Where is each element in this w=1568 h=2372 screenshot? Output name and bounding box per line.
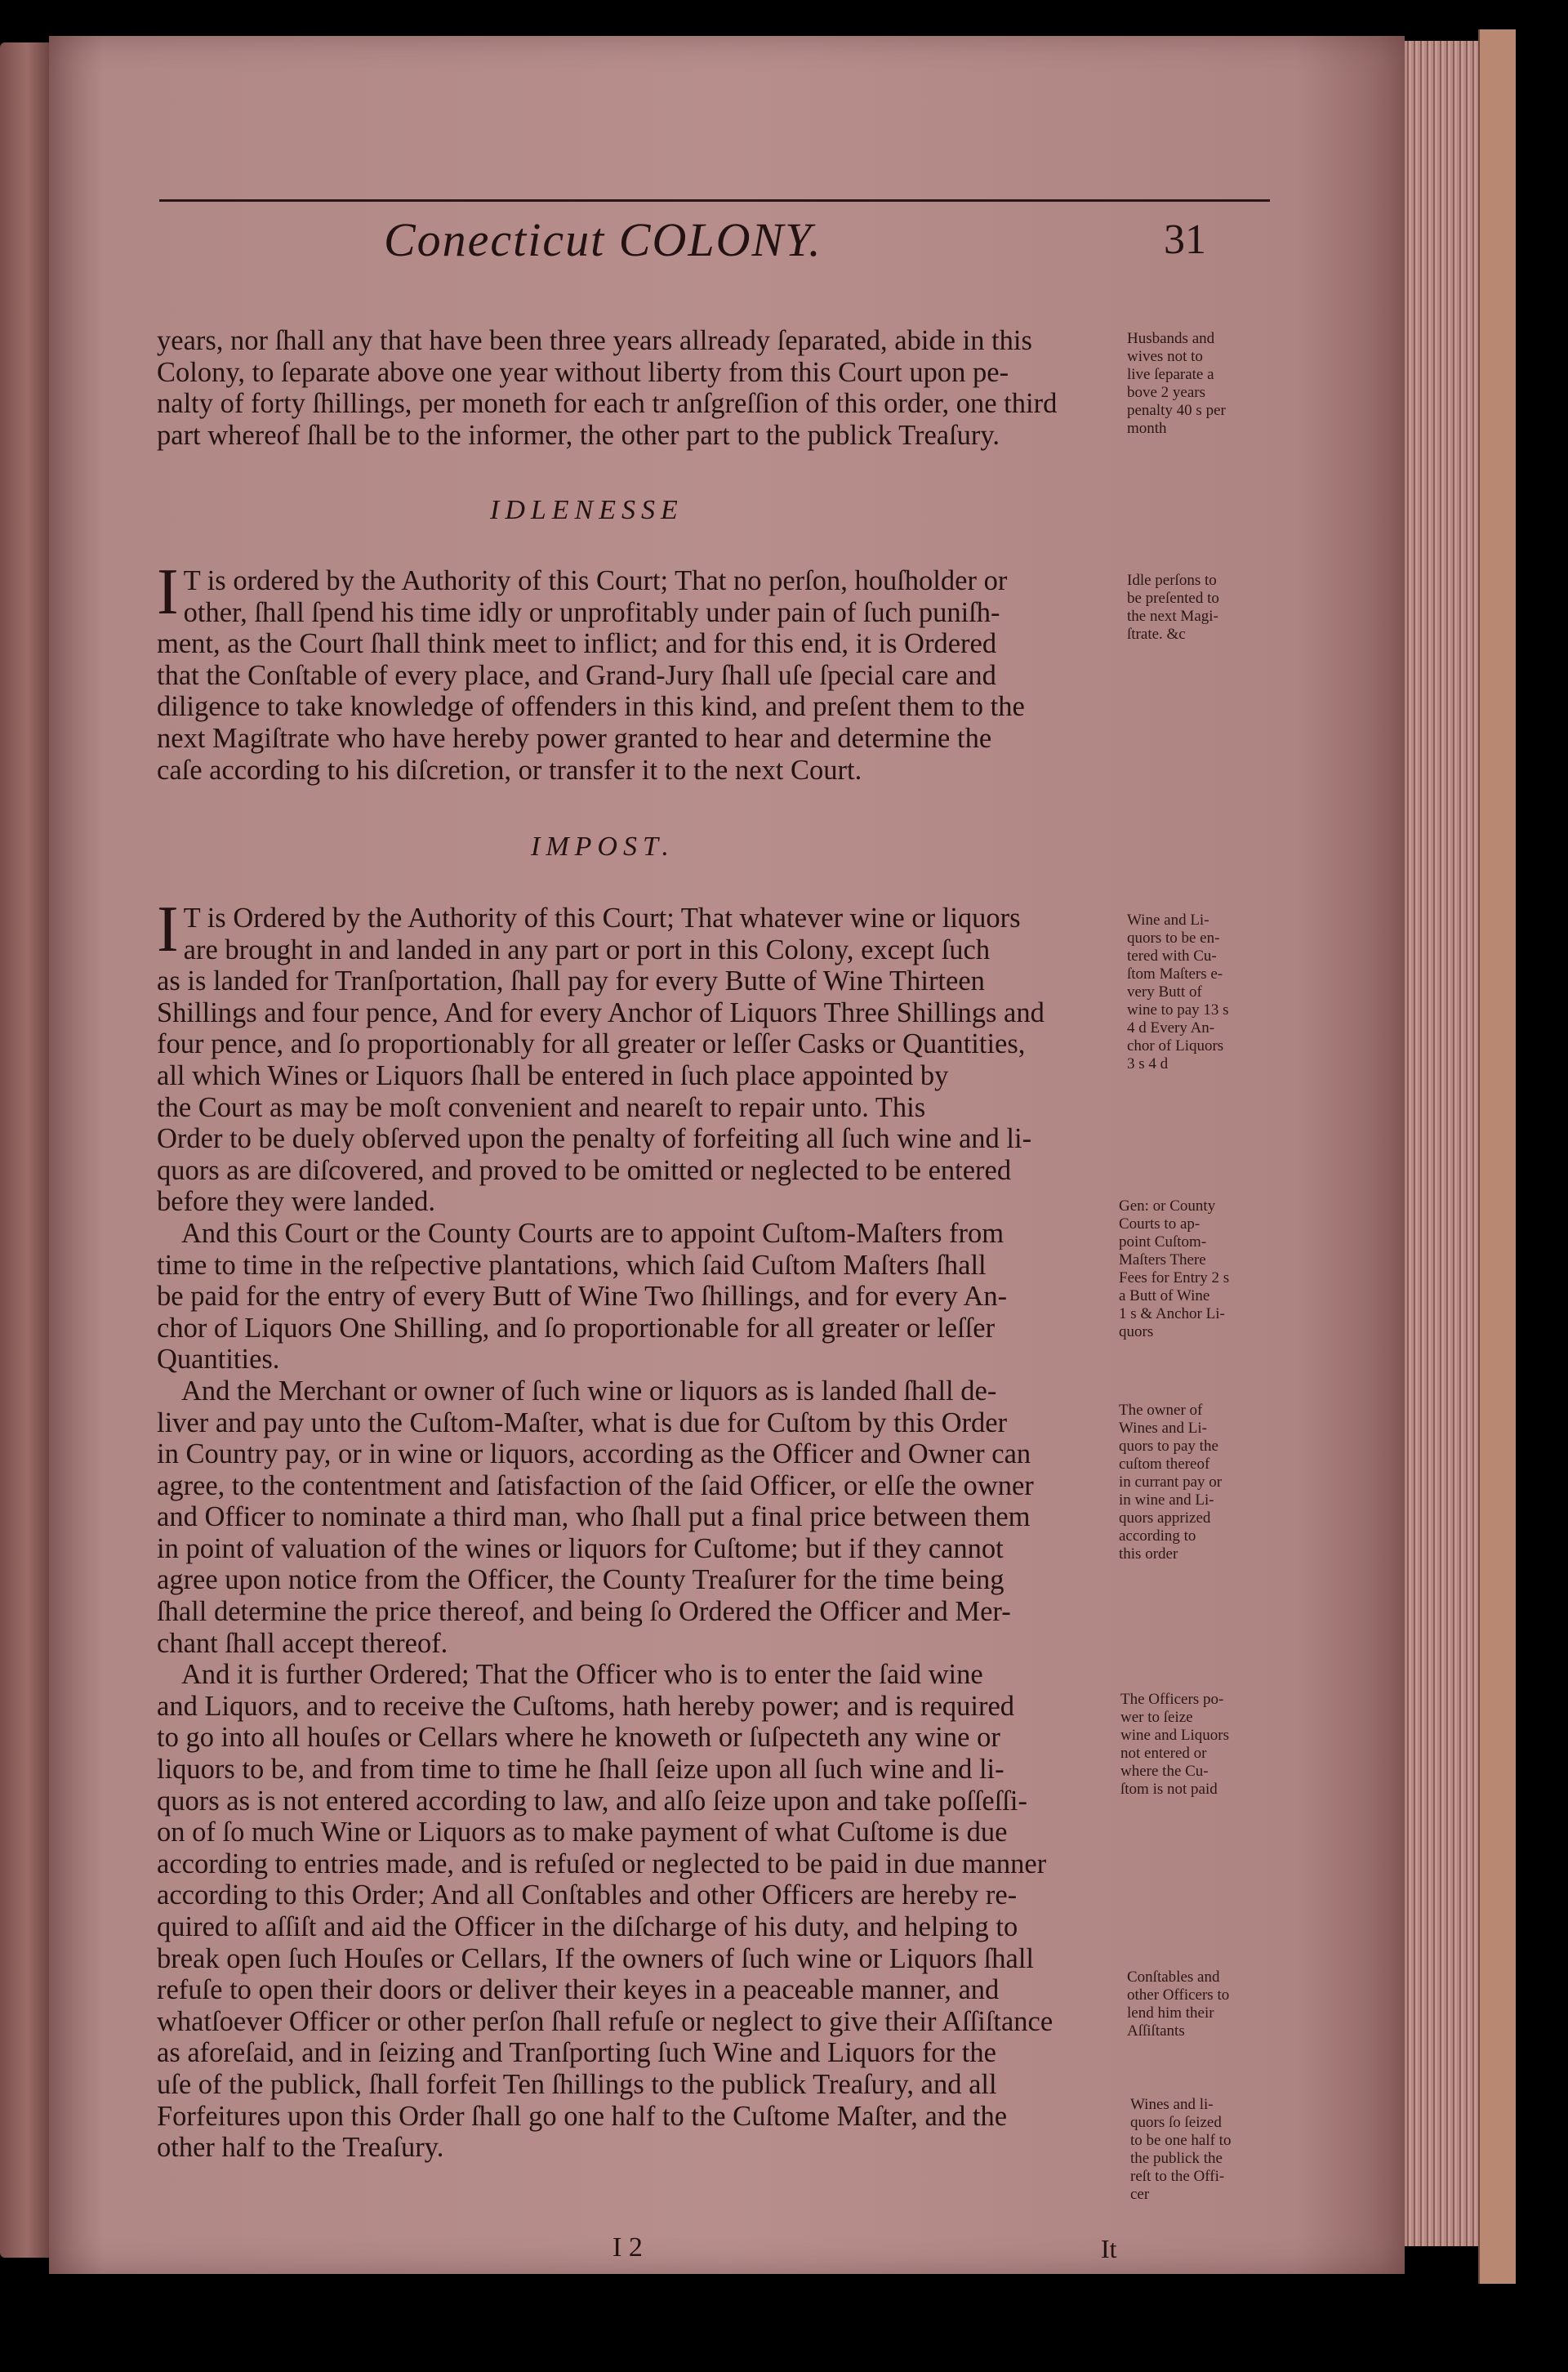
margin-note-officers (1120, 1691, 1229, 1799)
margin-note-idle (1127, 572, 1219, 644)
margin-line: very Butt of (1127, 983, 1202, 1001)
margin-line: to be one half to (1130, 2132, 1232, 2149)
margin-line: ſtrate. &c (1127, 626, 1186, 643)
margin-line: quors apprized (1119, 1509, 1211, 1527)
margin-line: not entered or (1120, 1745, 1207, 1762)
margin-line: chor of Liquors (1127, 1037, 1224, 1054)
margin-line: 3 s 4 d (1127, 1055, 1169, 1072)
paragraph-idleness (157, 556, 1025, 786)
margin-line: bove 2 years (1127, 384, 1206, 401)
text-line: Forfeitures upon this Order ſhall go one half to the Cuſtome Maſter, and the (157, 2100, 1008, 2132)
margin-line: penalty 40 s per (1127, 402, 1226, 419)
margin-note-wine (1127, 912, 1229, 1073)
text-line: Quantities. (157, 1344, 280, 1375)
book-cover (1478, 29, 1516, 2284)
text-line: that the Conſtable of every place, and Grand-Jury ſhall uſe ſpecial care and (157, 659, 996, 691)
margin-line: this order (1119, 1545, 1178, 1563)
text-line: other, ſhall ſpend his time idly or unprofitably under pain of ſuch puniſh- (183, 596, 1000, 628)
margin-line: point Cuſtom- (1119, 1233, 1207, 1251)
margin-line: The Officers po- (1120, 1691, 1224, 1708)
text-line: agree upon notice from the Officer, the County Treaſurer for the time being (157, 1564, 1004, 1596)
margin-line: tered with Cu- (1127, 947, 1217, 965)
margin-line: other Officers to (1127, 1986, 1230, 2004)
text-line: chor of Liquors One Shilling, and ſo proportionable for all greater or leſſer (157, 1312, 996, 1344)
text-line: all which Wines or Liquors ſhall be entered in ſuch place appointed by (157, 1059, 949, 1091)
text-line: ſhall determine the price thereof, and being ſo Ordered the Officer and Mer- (157, 1596, 1011, 1628)
text-line: T is ordered by the Authority of this Court; That no perſon, houſholder or (183, 565, 1008, 596)
margin-line: Maſters There (1119, 1251, 1206, 1268)
text-line: part whereof ſhall be to the informer, the other part to the publick Treaſury. (157, 419, 1000, 451)
margin-line: cer (1130, 2186, 1150, 2203)
margin-line: 4 d Every An- (1127, 1019, 1215, 1037)
text-line: according to this Order; And all Conſtables and other Officers are hereby re- (157, 1879, 1018, 1911)
drop-cap: I (157, 894, 179, 965)
text-line: quired to aſſiſt and aid the Officer in the diſcharge of his duty, and helping to (157, 1911, 1018, 1942)
margin-line: Husbands and (1127, 330, 1215, 347)
text-line: in point of valuation of the wines or liquors for Cuſtome; but if they cannot (157, 1532, 1004, 1564)
margin-line: according to (1119, 1527, 1196, 1545)
heading-idleness: IDLENESSE (490, 495, 684, 525)
catchword: It (1101, 2234, 1117, 2263)
text-line: in Country pay, or in wine or liquors, according as the Officer and Owner can (157, 1438, 1031, 1470)
text-line: other half to the Treaſury. (157, 2132, 444, 2164)
margin-line: Aſſiſtants (1127, 2022, 1185, 2040)
facing-page-edge (0, 42, 49, 2258)
text-line: to go into all houſes or Cellars where he knoweth or ſuſpecteth any wine or (157, 1722, 1000, 1754)
margin-line: quors ſo ſeized (1130, 2114, 1222, 2131)
margin-line: quors to pay the (1119, 1438, 1218, 1455)
text-line: refuſe to open their doors or deliver their keyes in a peaceable manner, and (157, 1974, 1000, 2006)
margin-line: wer to ſeize (1120, 1709, 1193, 1726)
text-line: caſe according to his diſcretion, or transfer it to the next Court. (157, 754, 862, 786)
margin-line: wives not to (1127, 348, 1203, 365)
margin-note-gen-court (1119, 1197, 1229, 1341)
text-line: the Court as may be moſt convenient and neareſt to repair unto. This (157, 1091, 926, 1123)
margin-line: where the Cu- (1120, 1763, 1209, 1780)
text-line: uſe of the publick, ſhall forfeit Ten ſhillings to the publick Treaſury, and all (157, 2068, 997, 2100)
text-line: four pence, and ſo proportionably for all greater or leſſer Casks or Quantities, (157, 1028, 1026, 1060)
margin-line: Wine and Li- (1127, 912, 1209, 929)
margin-note-wines-seized (1130, 2096, 1231, 2204)
margin-line: in wine and Li- (1119, 1491, 1214, 1509)
text-line: nalty of forty ſhillings, per moneth for each tr anſgreſſion of this order, one third (157, 388, 1058, 420)
margin-line: Wines and Li- (1119, 1420, 1207, 1437)
heading-impost: IMPOST. (531, 832, 675, 862)
text-line: Colony, to ſeparate above one year without liberty from this Court upon pe- (157, 356, 1009, 388)
text-line: before they were landed. (157, 1186, 435, 1218)
text-line: on of ſo much Wine or Liquors as to make payment of what Cuſtome is due (157, 1817, 1008, 1848)
margin-line: Idle perſons to (1127, 572, 1217, 589)
margin-line: Courts to ap- (1119, 1215, 1200, 1233)
margin-line: wine and Liquors (1120, 1727, 1229, 1744)
margin-line: month (1127, 420, 1167, 437)
text-line: And it is further Ordered; That the Officer who is to enter the ſaid wine (181, 1659, 983, 1691)
text-line: liquors to be, and from time to time he ſhall ſeize upon all ſuch wine and li- (157, 1754, 1004, 1786)
text-line: as is landed for Tranſportation, ſhall pay for every Butte of Wine Thirteen (157, 965, 985, 997)
text-line: liver and pay unto the Cuſtom-Maſter, what is due for Cuſtom by this Order (157, 1407, 1008, 1438)
text-line: ment, as the Court ſhall think meet to inflict; and for this end, it is Ordered (157, 628, 997, 660)
text-line: years, nor ſhall any that have been three years allready ſeparated, abide in this (157, 325, 1032, 356)
text-line: time to time in the reſpective plantations, which ſaid Cuſtom Maſters ſhall (157, 1249, 987, 1281)
text-line: chant ſhall accept thereof. (157, 1627, 448, 1659)
head-rule (159, 199, 1270, 202)
paragraph-impost (157, 894, 1054, 2164)
margin-line: wine to pay 13 s (1127, 1001, 1229, 1019)
text-line: next Magiſtrate who have hereby power granted to hear and determine the (157, 722, 992, 754)
running-head (0, 212, 1568, 270)
margin-line: Wines and li- (1130, 2096, 1214, 2113)
text-line: and Officer to nominate a third man, who ſhall put a final price between them (157, 1501, 1031, 1533)
margin-line: a Butt of Wine (1119, 1287, 1210, 1304)
margin-line: be preſented to (1127, 590, 1219, 607)
text-line: be paid for the entry of every Butt of Wine Two ſhillings, and for every An- (157, 1281, 1008, 1313)
margin-line: cuſtom thereof (1119, 1456, 1210, 1473)
text-line: as aforeſaid, and in ſeizing and Tranſporting ſuch Wine and Liquors for the (157, 2037, 996, 2069)
text-line: are brought in and landed in any part or port in this Colony, except ſuch (183, 934, 991, 965)
margin-line: ſtom is not paid (1120, 1781, 1218, 1798)
text-line: agree, to the contentment and ſatisfaction of the ſaid Officer, or elſe the owner (157, 1469, 1034, 1501)
margin-line: Conſtables and (1127, 1968, 1220, 1986)
page-number: 31 (1164, 216, 1206, 263)
text-line: quors as are diſcovered, and proved to be omitted or neglected to be entered (157, 1154, 1012, 1186)
text-line: Shillings and four pence, And for every Anchor of Liquors Three Shillings and (157, 997, 1045, 1028)
text-line: and Liquors, and to receive the Cuſtoms, hath hereby power; and is required (157, 1690, 1015, 1722)
text-line: diligence to take knowledge of offenders in this kind, and preſent them to the (157, 691, 1025, 723)
margin-line: reſt to the Offi- (1130, 2168, 1225, 2185)
margin-line: the next Magi- (1127, 608, 1218, 625)
text-line: according to entries made, and is refuſed or neglected to be paid in due manner (157, 1848, 1047, 1879)
margin-note-husbands (1127, 330, 1226, 438)
page-edges (1405, 41, 1478, 2246)
text-line: And the Merchant or owner of ſuch wine or liquors as is landed ſhall de- (181, 1375, 997, 1407)
margin-line: ſtom Maſters e- (1127, 965, 1223, 983)
margin-line: in currant pay or (1119, 1474, 1223, 1491)
text-line: T is Ordered by the Authority of this Court; That whatever wine or liquors (183, 903, 1021, 934)
text-line: break open ſuch Houſes or Cellars, If the owners of ſuch wine or Liquors ſhall (157, 1942, 1034, 1974)
text-line: quors as is not entered according to law, and alſo ſeize upon and take poſſeſſi- (157, 1785, 1027, 1817)
margin-line: the publick the (1130, 2150, 1223, 2167)
margin-line: quors to be en- (1127, 930, 1220, 947)
paragraph-husbands (157, 325, 1057, 451)
margin-line: Fees for Entry 2 s (1119, 1269, 1230, 1286)
margin-line: 1 s & Anchor Li- (1119, 1305, 1225, 1322)
margin-note-constables (1127, 1968, 1229, 2040)
margin-line: quors (1119, 1323, 1154, 1340)
margin-line: The owner of (1119, 1402, 1203, 1419)
text-line: whatſoever Officer or other perſon ſhall refuſe or neglect to give their Aſſiſtance (157, 2005, 1054, 2037)
margin-line: live ſeparate a (1127, 366, 1214, 383)
running-head-title: Conecticut COLONY. (384, 213, 822, 266)
margin-note-owner (1119, 1402, 1222, 1563)
signature-mark: I 2 (612, 2232, 643, 2263)
margin-line: lend him their (1127, 2004, 1214, 2022)
text-line: Order to be duely obſerved upon the penalty of forfeiting all ſuch wine and li- (157, 1123, 1032, 1155)
text-line: And this Court or the County Courts are to appoint Cuſtom-Maſters from (181, 1217, 1004, 1249)
drop-cap: I (157, 556, 179, 628)
margin-line: Gen: or County (1119, 1197, 1216, 1215)
